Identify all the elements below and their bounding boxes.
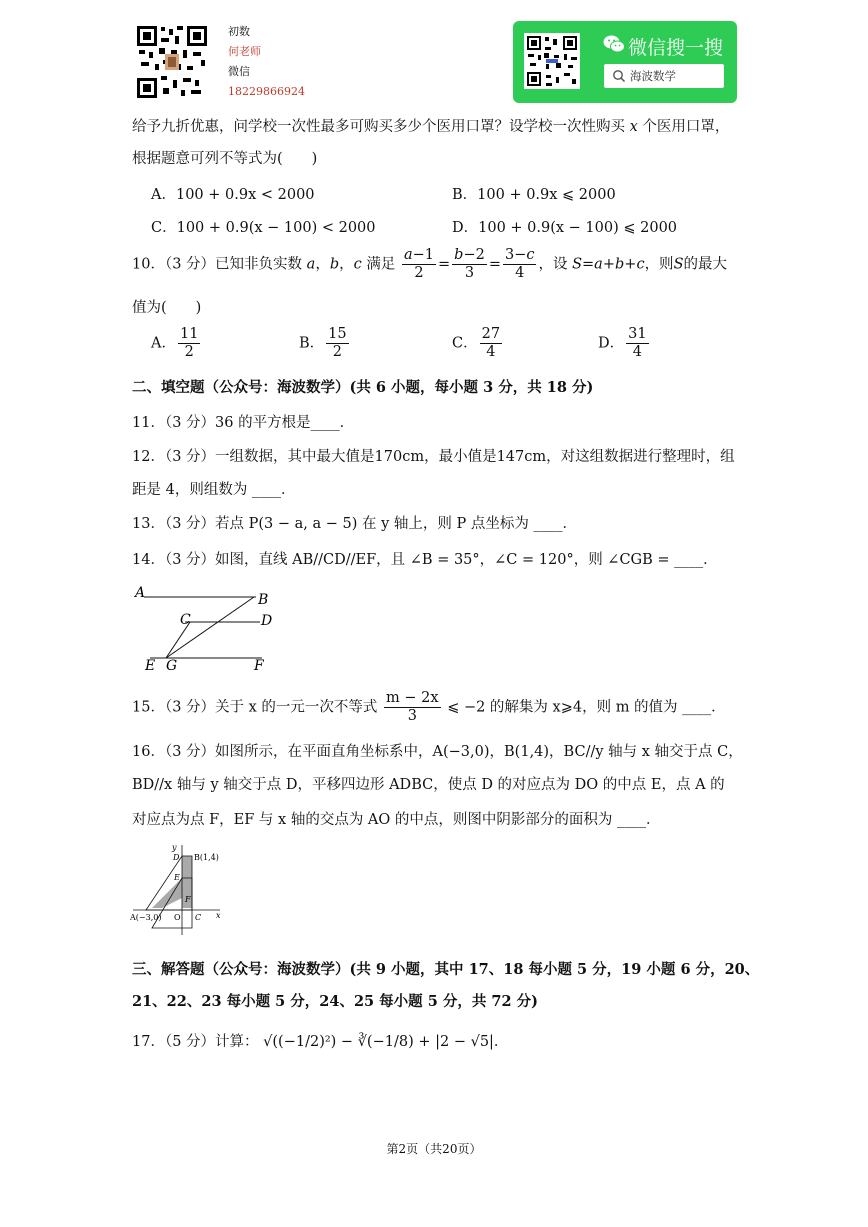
q10-suffix3: 的最大	[683, 256, 727, 273]
contact-name: 何老师	[228, 45, 261, 58]
fig14-label-f: F	[254, 658, 264, 674]
fig16-label-a: A(−3,0)	[130, 913, 162, 922]
figure-q16	[128, 840, 238, 940]
section-3-heading-line1: 三、解答题（公众号：海波数学）(共 9 小题，其中 17、18 每小题 5 分，19 小题 6 分，20、	[132, 961, 760, 978]
q10-option-d-den: 4	[632, 344, 642, 360]
fig16-label-f: F	[185, 895, 191, 904]
q16-line3: 对应点为点 F，EF 与 x 轴的交点为 AO 的中点，则图中阴影部分的面积为 ____．	[132, 812, 661, 828]
q9-option-b: B．100 + 0.9x ⩽ 2000	[452, 187, 616, 203]
fig16-label-b: B(1,4)	[194, 853, 219, 862]
q11: 11．（3 分）36 的平方根是____．	[132, 415, 355, 431]
q17-expression: √((−1/2)²) − ∛(−1/8) + |2 − √5|．	[263, 1034, 509, 1050]
contact-line1: 初数	[228, 25, 250, 38]
q9-option-d: D．100 + 0.9(x − 100) ⩽ 2000	[452, 220, 678, 236]
fig14-label-c: C	[180, 612, 191, 628]
q12-line2: 距是 4，则组数为 ____．	[132, 482, 296, 498]
fig16-label-c: C	[195, 913, 202, 922]
q17-prefix: 17．（5 分）计算：	[132, 1034, 259, 1050]
q9-option-c: C．100 + 0.9(x − 100) < 2000	[151, 220, 376, 236]
fig16-label-y: y	[172, 843, 177, 852]
q10-frac1: $\frac{a-1}{2}$	[403, 247, 434, 281]
q9-text1b: 个医用口罩，	[642, 119, 730, 135]
q15	[132, 690, 726, 725]
search-text: 海波数学	[630, 69, 676, 83]
q16-line2: BD//x 轴与 y 轴交于点 D，平移四边形 ADBC，使点 D 的对应点为 DO 的中点 E，点 A 的	[132, 777, 725, 793]
qr-code-left	[135, 24, 209, 100]
wechat-logo-icon	[603, 34, 625, 58]
q10-suffix2: ，则	[644, 256, 674, 273]
q10-option-b-num: 15	[328, 326, 347, 342]
fig14-label-b: B	[258, 592, 269, 608]
q10-frac2: $\frac{b-2}{3}$	[454, 247, 485, 281]
fig16-label-e: E	[174, 873, 180, 882]
q10-option-c-num: 27	[481, 326, 501, 342]
q9-line1: 给予九折优惠，问学校一次性最多可购买多少个医用口罩？设学校一次性购买 x 个医用口罩，	[132, 119, 730, 135]
q9-option-a: A．100 + 0.9x < 2000	[151, 187, 315, 203]
q15-num: m − 2x	[386, 690, 439, 706]
wechat-search-box[interactable]	[604, 64, 724, 88]
q10-option-c-label: C．	[452, 335, 478, 352]
q10-option-b-den: 2	[332, 344, 342, 360]
q10-option-d	[598, 326, 651, 361]
q14: 14．（3 分）如图，直线 AB//CD//EF，且 ∠B = 35°，∠C = 120°，则 ∠CGB = ____．	[132, 552, 718, 568]
fig14-label-g: G	[166, 658, 178, 674]
q13: 13．（3 分）若点 P(3 − a, a − 5) 在 y 轴上，则 P 点坐标为 ____．	[132, 516, 578, 532]
q10-prefix: 10．（3 分）已知非负实数	[132, 256, 303, 273]
search-icon	[612, 69, 626, 83]
fig16-label-d: D	[173, 853, 180, 862]
q10-option-b	[299, 326, 351, 361]
fig16-label-x: x	[216, 911, 221, 920]
wechat-search-title: 微信搜一搜	[628, 37, 724, 59]
q10-line2: 值为( )	[132, 300, 202, 316]
q15-frac	[384, 690, 441, 725]
qr-code-right	[524, 33, 580, 89]
teacher-contact	[228, 22, 305, 102]
q10-line1: 10．（3 分）已知非负实数 a，b，c 满足 $\frac{a-1}{2}$ = $\frac{b-2}{3}$ = $\frac{3-c}{4}$ ，设 S=a+b+c，则S的最大	[132, 247, 727, 281]
q16-line1: 16．（3 分）如图所示，在平面直角坐标系中，A(−3,0)，B(1,4)，BC//y 轴与 x 轴交于点 C，	[132, 744, 743, 760]
q10-mid: 满足	[366, 256, 396, 273]
q10-option-a-num: 11	[179, 326, 199, 342]
fig16-label-o: O	[174, 913, 181, 922]
figure-q14	[130, 580, 290, 675]
q10-option-d-num: 31	[628, 326, 647, 342]
q9-text1: 给予九折优惠，问学校一次性最多可购买多少个医用口罩？设学校一次性购买	[132, 119, 625, 135]
q10-option-a	[151, 326, 202, 361]
fig14-label-d: D	[261, 613, 273, 629]
q15-prefix: 15．（3 分）关于 x 的一元一次不等式	[132, 699, 378, 716]
contact-line3: 微信	[228, 65, 250, 78]
q10-frac3: $\frac{3-c}{4}$	[504, 247, 535, 281]
q10-option-a-den: 2	[184, 344, 194, 360]
page-footer: 第2页（共20页）	[386, 1142, 482, 1156]
section-3-heading-line2: 21、22、23 每小题 5 分，24、25 每小题 5 分，共 72 分)	[132, 993, 538, 1010]
q10-option-b-label: B．	[299, 335, 325, 352]
q10-option-d-label: D．	[598, 335, 625, 352]
q15-suffix: ⩽ −2 的解集为 x⩾4，则 m 的值为 ____．	[447, 699, 726, 716]
fig14-label-a: A	[135, 585, 146, 601]
contact-phone: 18229866924	[228, 85, 305, 98]
fig14-label-e: E	[145, 658, 156, 674]
q15-den: 3	[407, 708, 417, 724]
q10-option-a-label: A．	[151, 335, 176, 352]
q10-option-c-den: 4	[486, 344, 496, 360]
section-2-heading: 二、填空题（公众号：海波数学）(共 6 小题，每小题 3 分，共 18 分)	[132, 379, 594, 396]
q9-line2: 根据题意可列不等式为( )	[132, 151, 318, 167]
q10-suffix: ，设	[538, 256, 568, 273]
q12-line1: 12．（3 分）一组数据，其中最大值是170cm，最小值是147cm，对这组数据进行整理时，组	[132, 449, 735, 465]
q10-option-c	[452, 326, 504, 361]
q17	[132, 1030, 508, 1051]
